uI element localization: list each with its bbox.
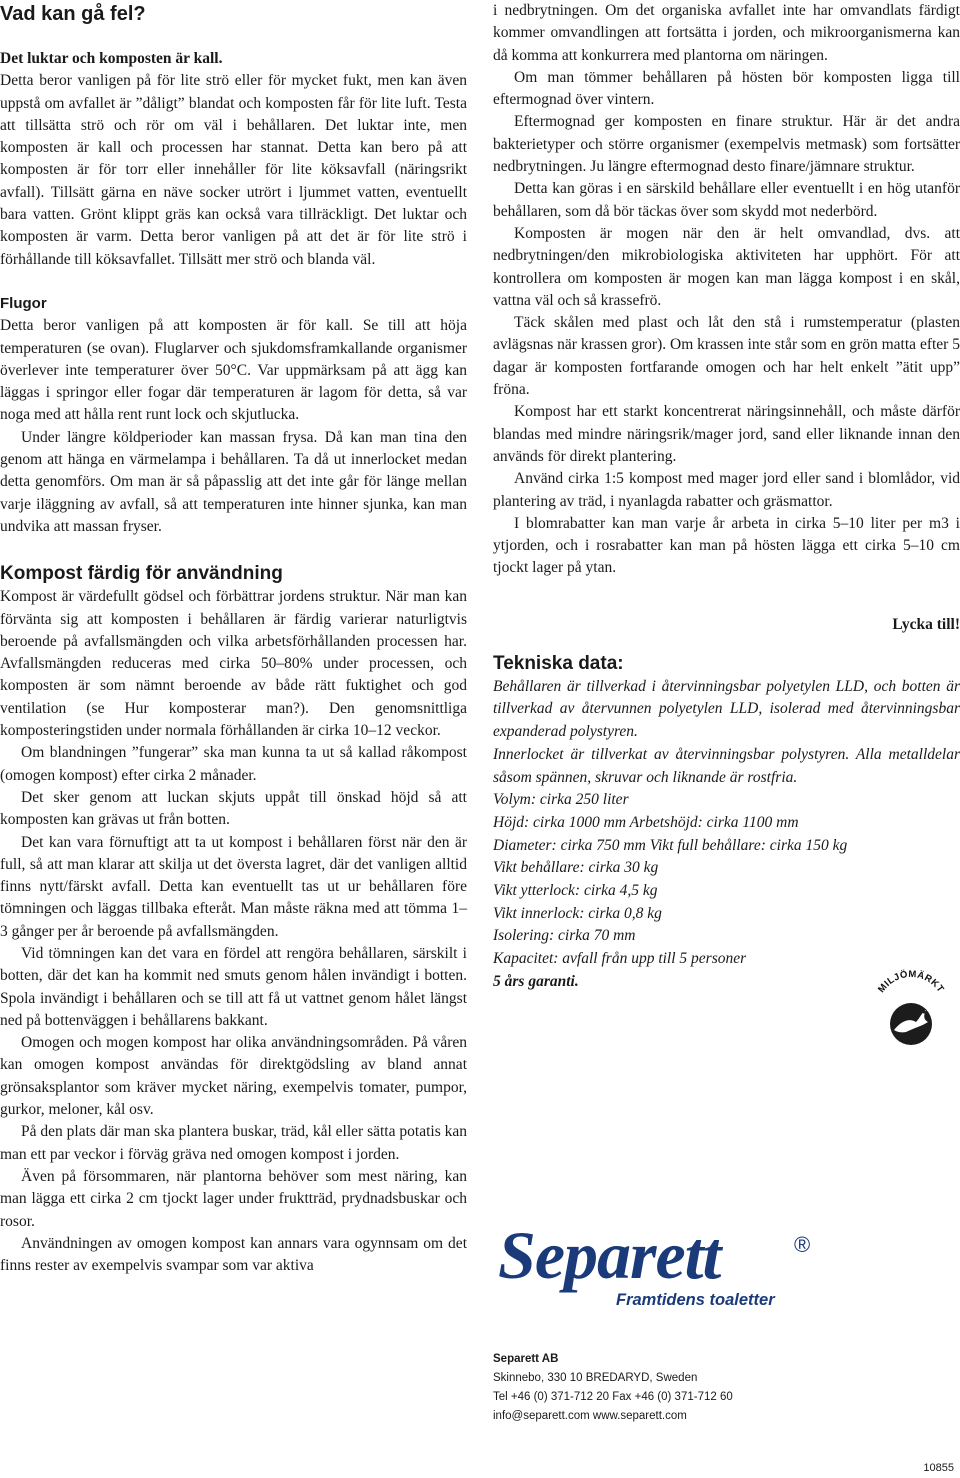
tech-paragraph-2: Innerlocket är tillverkat av återvinningsbar polystyren. Alla metalldelar såsom spännen, skruvar och liknande är rostfria.: [493, 745, 960, 786]
tech-weight: Vikt behållare: cirka 30 kg: [493, 859, 659, 877]
tech-guarantee: 5 års garanti.: [493, 972, 579, 990]
ready-paragraph-4: Det kan vara förnuftigt att ta ut kompost i behållaren först när den är full, så att man klarar att skilja ut det översta lagret, där det vanligen alltid finns nytt/färskt avfall. Detta kan eventuellt tas ut ur behållaren före tömningen och läggas tillbaka efteråt. Man måste räkna med att tömma 1–3 gånger per år beroende på avfallsmängden.: [0, 833, 467, 940]
svg-text:®: ®: [794, 1232, 811, 1257]
ready-paragraph-6: Omogen och mogen kompost har olika användningsområden. På våren kan omogen kompost användas för direktgödsling av bland annat grönsaksplantor som kräver mycket näring, exempelvis tomater, pumpor, gurkor, meloner, kål osv.: [0, 1034, 467, 1119]
ready-paragraph-9: Användningen av omogen kompost kan annars vara ogynnsam om det finns rester av exempelvis svampar som var aktiva: [0, 1234, 467, 1275]
ready-paragraph-8: Även på försommaren, när plantorna behöver som mest näring, kan man lägga ett cirka 2 cm tjockt lager under fruktträd, prydnadsbuskar och rosor.: [0, 1167, 467, 1230]
company-name: Separett AB: [493, 1353, 559, 1365]
smell-paragraph: Detta beror vanligen på för lite strö eller för mycket fukt, men kan även uppstå om avfallet är ”dåligt” blandat och komposten får för lite luft. Testa att tillsätta strö och rör om väl i behållaren. Det luktar inte, men komposten är kall och processen har stannat. Detta kan bero på att komposten är för torr eller innehåller för lite köksavfall (näringsrikt avfall). Tillsätt gärna en näve socker utrört i ljummet vatten, eventuellt bara vatten. Grönt klippt gräs kan också vara tillräckligt. Det luktar och komposten är varm. Detta beror vanligen på att det är för lite strö i förhållande till köksavfallet. Tillsätt mer strö och blanda väl.: [0, 72, 467, 268]
right-paragraph-8: Använd cirka 1:5 kompost med mager jord eller sand i blomlådor, vid plantering av träd, i nyanlagda rabatter och gräsmattor.: [493, 470, 960, 510]
tech-outer-lid: Vikt ytterlock: cirka 4,5 kg: [493, 882, 658, 900]
document-number: 10855: [923, 1462, 954, 1474]
tech-title: Tekniska data:: [493, 652, 624, 674]
tech-inner-lid: Vikt innerlock: cirka 0,8 kg: [493, 904, 662, 922]
ready-heading: Kompost färdig för användning: [0, 563, 283, 585]
svg-text:Separett: Separett: [498, 1217, 721, 1293]
company-phone: Tel +46 (0) 371-712 20 Fax +46 (0) 371-712 60: [493, 1391, 733, 1403]
tech-capacity: Kapacitet: avfall från upp till 5 personer: [493, 950, 747, 968]
right-paragraph-7: Kompost har ett starkt koncentrerat näringsinnehåll, och måste därför blandas med mindre näringsrik/mager jord, sand eller liknande innan den används för direkt plantering.: [493, 403, 960, 465]
tech-volume: Volym: cirka 250 liter: [493, 791, 629, 809]
flies-paragraph-2: Under längre köldperioder kan massan frysa. Då kan man tina den genom att hänga en värmelampa i behållaren. Ta då ut innerlocket medan detta genomförs. Om man är så påpasslig att det inte går för länge mellan varje iläggning av avfall, så att temperaturen inte hinner sjunka, kan man undvika att massan fryser.: [0, 428, 467, 535]
company-info: [493, 1350, 733, 1426]
flies-paragraph-1: Detta beror vanligen på att komposten är för kall. Se till att höja temperaturen (se ovan). Fluglarver och sjukdomsframkallande organismer överlever inte temperaturer över 50°C. Var uppmärksam på att ägg kan läggas i springor eller fogar där temperaturen är lagom för detta, så var noga med att hålla rent runt lock och skjutluckа.: [0, 317, 467, 424]
closing-text: Lycka till!: [892, 615, 960, 633]
tech-diameter: Diameter: cirka 750 mm Vikt full behållare: cirka 150 kg: [493, 836, 848, 854]
ready-paragraph-5: Vid tömningen kan det vara en fördel att rengöra behållaren, särskilt i botten, där det kan ha kommit ned smuts genom hålen invändigt i botten. Spola invändigt i behållaren och se till att få ut vattnet genom hålet längst ned på bottenväggen i behållarens bakkant.: [0, 944, 467, 1029]
smell-heading: Det luktar och komposten är kall.: [0, 50, 223, 67]
tech-insulation: Isolering: cirka 70 mm: [493, 927, 636, 945]
company-address: Skinnebo, 330 10 BREDARYD, Sweden: [493, 1372, 698, 1384]
right-paragraph-2: Om man tömmer behållaren på hösten bör komposten ligga till eftermognad över vintern.: [493, 68, 960, 109]
separett-logo: [496, 1214, 836, 1314]
right-column: [493, 0, 960, 994]
flies-heading: Flugor: [0, 294, 47, 312]
ecolabel-swan-icon: [866, 960, 956, 1050]
svg-text:Framtidens toaletter: Framtidens toaletter: [616, 1291, 775, 1309]
tech-height: Höjd: cirka 1000 mm Arbetshöjd: cirka 1100 mm: [493, 813, 799, 831]
right-paragraph-5: Komposten är mogen när den är helt omvandlad, dvs. att nedbrytningen/den mikrobiologiska aktiviteten har upphört. För att kontrollera om komposten är mogen kan man lägga kompost i en skål, vattna väl och så krassefrö.: [493, 224, 960, 309]
ready-paragraph-2: Om blandningen ”fungerar” ska man kunna ta ut så kallad råkompost (omogen kompost) efter cirka 2 månader.: [0, 744, 467, 784]
company-web: info@separett.com www.separett.com: [493, 1410, 687, 1422]
right-paragraph-4: Detta kan göras i en särskild behållare eller eventuellt i en hög utanför behållaren, som då bör täckas över som skydd mot nederbörd.: [493, 180, 960, 220]
right-paragraph-1: i nedbrytningen. Om det organiska avfallet inte har omvandlats färdigt kommer omvandlingen att fortsätta i jorden, och mikroorganismerna kan då komma att konkurrera med plantorna om näringen.: [493, 2, 960, 64]
right-paragraph-9: I blomrabatter kan man varje år arbeta in cirka 5–10 liter per m3 i ytjorden, och i rosrabatter kan man på hösten lägga ett cirka 5–10 cm tjockt lager på ytan.: [493, 514, 960, 577]
tech-data: [493, 652, 960, 994]
left-column: [0, 0, 467, 1277]
page-heading: Vad kan gå fel?: [0, 3, 146, 25]
ready-paragraph-3: Det sker genom att luckan skjuts uppåt till önskad höjd så att komposten kan grävas ut från botten.: [0, 788, 467, 829]
svg-text:MILJÖMÄRKT: MILJÖMÄRKT: [876, 968, 947, 995]
ready-paragraph-7: På den plats där man ska plantera buskar, träd, kål eller sätta potatis kan man ett par veckor i förväg gräva ned omogen kompost i jorden.: [0, 1123, 467, 1163]
right-paragraph-6: Täck skålen med plast och låt den stå i rumstemperatur (plasten avlägsnas när krassen gror). Om krassen inte står som en grön matta efter 5 dagar är komposten fortfarande omogen och har helt enkelt ”ätit upp” fröna.: [493, 314, 960, 399]
ready-paragraph-1: Kompost är värdefullt gödsel och förbättrar jordens struktur. När man kan förvänta sig att komposten i behållaren är färdig varierar naturligtvis beroende på avfallsmängden och vilka arbetsförhållanden processen har. Avfallsmängden reduceras med cirka 50–80% under processen, och komposten är som nämnt beroende av både rätt fuktighet och god ventilation (se Hur komposterar man?). Den genomsnittliga komposteringstiden under normala förhållanden är cirka 10–12 veckor.: [0, 588, 467, 740]
tech-paragraph-1: Behållaren är tillverkad i återvinningsbar polyetylen LLD, och botten är tillverkad av återvunnen polyetylen LLD, isolerad med återvinningsbar expanderad polystyren.: [493, 677, 960, 741]
right-paragraph-3: Eftermognad ger komposten en finare struktur. Här är det andra bakterietyper och större organismer (exempelvis metmask) som fortsätter nedbrytningen. Ju längre eftermognad desto finare/jämnare struktur.: [493, 113, 960, 176]
